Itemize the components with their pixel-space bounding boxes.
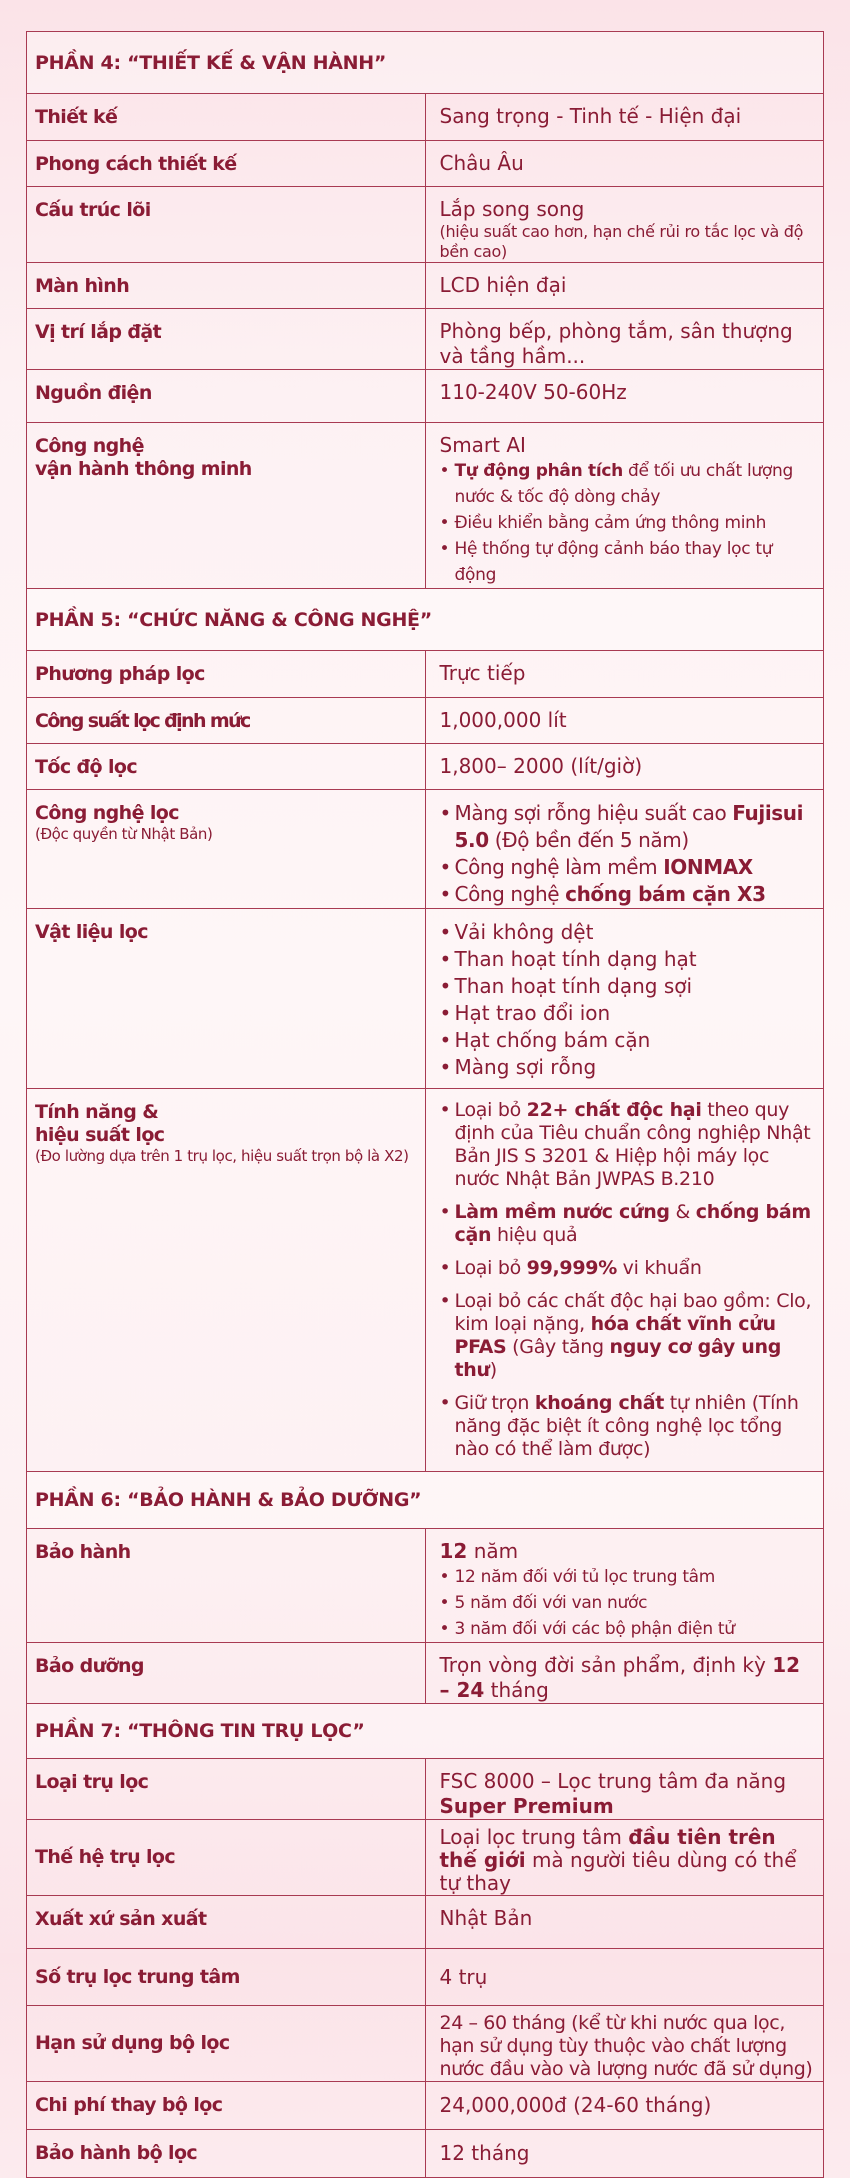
label-line: Tính năng & — [35, 1101, 159, 1123]
smart-value: Smart AI — [439, 433, 526, 457]
spec-row — [27, 1759, 824, 1820]
spec-label: Vật liệu lọc — [27, 909, 426, 1089]
bullet-list — [440, 458, 816, 588]
spec-row — [27, 651, 824, 698]
spec-label: Xuất xứ sản xuất — [27, 1896, 426, 1949]
spec-value: Loại lọc trung tâm đầu tiên trên thế giới mà người tiêu dùng có thể tự thay — [425, 1820, 824, 1896]
bullet-list — [440, 1099, 816, 1461]
spec-row — [27, 744, 824, 790]
spec-value — [425, 1529, 824, 1643]
spec-row — [27, 2082, 824, 2130]
spec-label: Thiết kế — [27, 94, 426, 141]
spec-value — [425, 909, 824, 1089]
spec-row — [27, 1820, 824, 1896]
section-row — [27, 589, 824, 651]
label-line: Công nghệ lọc — [35, 802, 179, 824]
spec-value — [425, 790, 824, 909]
spec-label: Công suất lọc định mức — [27, 698, 426, 744]
spec-row — [27, 370, 824, 423]
list-item: • Hạt trao đổi ion — [440, 1000, 816, 1027]
section-row — [27, 32, 824, 94]
list-item: • 3 năm đối với các bộ phận điện tử — [440, 1616, 816, 1642]
spec-row — [27, 94, 824, 141]
spec-value: Trực tiếp — [425, 651, 824, 698]
list-item: • Than hoạt tính dạng hạt — [440, 946, 816, 973]
label-sub: (Đo lường dựa trên 1 trụ lọc, hiệu suất trọn bộ là X2) — [35, 1147, 409, 1165]
list-item: • 5 năm đối với van nước — [440, 1590, 816, 1616]
spec-value: Trọn vòng đời sản phẩm, định kỳ 12 – 24 tháng — [425, 1643, 824, 1704]
spec-label: Vị trí lắp đặt — [27, 309, 426, 370]
spec-label: Cấu trúc lõi — [27, 187, 426, 263]
list-item: • Vải không dệt — [440, 919, 816, 946]
list-item: • Công nghệ chống bám cặn X3 — [440, 881, 816, 908]
label-line: Công nghệ — [35, 435, 144, 457]
list-item: • Loại bỏ 22+ chất độc hại theo quy định của Tiêu chuẩn công nghiệp Nhật Bản JIS S 3201 & Hiệp hội máy lọc nước Nhật Bản JWPAS B.210 — [440, 1099, 816, 1191]
spec-value: 24 – 60 tháng (kể từ khi nước qua lọc, hạn sử dụng tùy thuộc vào chất lượng nước đầu vào và lượng nước đã sử dụng) — [425, 2006, 824, 2082]
spec-value — [425, 1089, 824, 1472]
spec-value: 1,800– 2000 (lít/giờ) — [425, 744, 824, 790]
spec-value: Nhật Bản — [425, 1896, 824, 1949]
list-item: • Tự động phân tích để tối ưu chất lượng nước & tốc độ dòng chảy — [440, 458, 816, 510]
spec-row — [27, 790, 824, 909]
list-item: • Điều khiển bằng cảm ứng thông minh — [440, 510, 816, 536]
spec-label: Phong cách thiết kế — [27, 141, 426, 187]
section-row — [27, 1704, 824, 1759]
label-line: hiệu suất lọc — [35, 1124, 165, 1146]
bullet-list — [440, 919, 816, 1081]
spec-value: 1,000,000 lít — [425, 698, 824, 744]
list-item: • Loại bỏ các chất độc hại bao gồm: Clo, kim loại nặng, hóa chất vĩnh cửu PFAS (Gây tăng nguy cơ gây ung thư) — [440, 1290, 816, 1382]
spec-row — [27, 1089, 824, 1472]
spec-label: Số trụ lọc trung tâm — [27, 1949, 426, 2006]
list-item: • Màng sợi rỗng hiệu suất cao Fujisui 5.0 (Độ bền đến 5 năm) — [440, 800, 816, 854]
spec-row — [27, 2130, 824, 2178]
spec-label: Màn hình — [27, 263, 426, 309]
list-item: • 12 năm đối với tủ lọc trung tâm — [440, 1564, 816, 1590]
spec-row — [27, 309, 824, 370]
spec-label: Tốc độ lọc — [27, 744, 426, 790]
spec-label: Loại trụ lọc — [27, 1759, 426, 1820]
list-item: • Làm mềm nước cứng & chống bám cặn hiệu quả — [440, 1201, 816, 1247]
core-value: Lắp song song — [439, 197, 585, 221]
label-sub: (Độc quyền từ Nhật Bản) — [35, 825, 213, 843]
spec-row — [27, 423, 824, 589]
spec-row — [27, 141, 824, 187]
spec-row — [27, 698, 824, 744]
spec-row — [27, 1643, 824, 1704]
list-item: • Công nghệ làm mềm IONMAX — [440, 854, 816, 881]
spec-row — [27, 1949, 824, 2006]
spec-row — [27, 2006, 824, 2082]
spec-label: Hạn sử dụng bộ lọc — [27, 2006, 426, 2082]
spec-table — [26, 31, 824, 2178]
spec-row — [27, 263, 824, 309]
spec-row — [27, 1896, 824, 1949]
section-title: PHẦN 5: “CHỨC NĂNG & CÔNG NGHỆ” — [27, 589, 824, 651]
list-item: • Giữ trọn khoáng chất tự nhiên (Tính năng đặc biệt ít công nghệ lọc tổng nào có thể làm được) — [440, 1392, 816, 1461]
spec-value: Phòng bếp, phòng tắm, sân thượng và tầng hầm... — [425, 309, 824, 370]
spec-value: Châu Âu — [425, 141, 824, 187]
spec-value — [425, 187, 824, 263]
spec-value — [425, 423, 824, 589]
section-title: PHẦN 6: “BẢO HÀNH & BẢO DƯỠNG” — [27, 1472, 824, 1529]
bullet-list — [440, 800, 816, 908]
spec-label: Phương pháp lọc — [27, 651, 426, 698]
spec-value: Sang trọng - Tinh tế - Hiện đại — [425, 94, 824, 141]
spec-value: 4 trụ — [425, 1949, 824, 2006]
list-item: • Loại bỏ 99,999% vi khuẩn — [440, 1257, 816, 1280]
section-row — [27, 1472, 824, 1529]
bullet-list — [440, 1564, 816, 1642]
spec-value: 110-240V 50-60Hz — [425, 370, 824, 423]
spec-label: Nguồn điện — [27, 370, 426, 423]
spec-value: LCD hiện đại — [425, 263, 824, 309]
spec-value: 24,000,000đ (24-60 tháng) — [425, 2082, 824, 2130]
spec-value: FSC 8000 – Lọc trung tâm đa năng Super Premium — [425, 1759, 824, 1820]
section-title: PHẦN 4: “THIẾT KẾ & VẬN HÀNH” — [27, 32, 824, 94]
spec-row — [27, 1529, 824, 1643]
list-item: • Hệ thống tự động cảnh báo thay lọc tự động — [440, 536, 816, 588]
spec-row — [27, 909, 824, 1089]
list-item: • Màng sợi rỗng — [440, 1054, 816, 1081]
list-item: • Hạt chống bám cặn — [440, 1027, 816, 1054]
spec-row — [27, 187, 824, 263]
label-line: vận hành thông minh — [35, 458, 252, 480]
spec-value: 12 tháng — [425, 2130, 824, 2178]
warranty-value: 12 năm — [439, 1539, 519, 1563]
core-note: (hiệu suất cao hơn, hạn chế rủi ro tắc lọc và độ bền cao) — [439, 222, 804, 261]
spec-label — [27, 1089, 426, 1472]
spec-label — [27, 790, 426, 909]
list-item: • Than hoạt tính dạng sợi — [440, 973, 816, 1000]
spec-label: Thế hệ trụ lọc — [27, 1820, 426, 1896]
section-title: PHẦN 7: “THÔNG TIN TRỤ LỌC” — [27, 1704, 824, 1759]
spec-label: Bảo hành bộ lọc — [27, 2130, 426, 2178]
spec-label: Bảo hành — [27, 1529, 426, 1643]
spec-label — [27, 423, 426, 589]
spec-label: Bảo dưỡng — [27, 1643, 426, 1704]
spec-label: Chi phí thay bộ lọc — [27, 2082, 426, 2130]
